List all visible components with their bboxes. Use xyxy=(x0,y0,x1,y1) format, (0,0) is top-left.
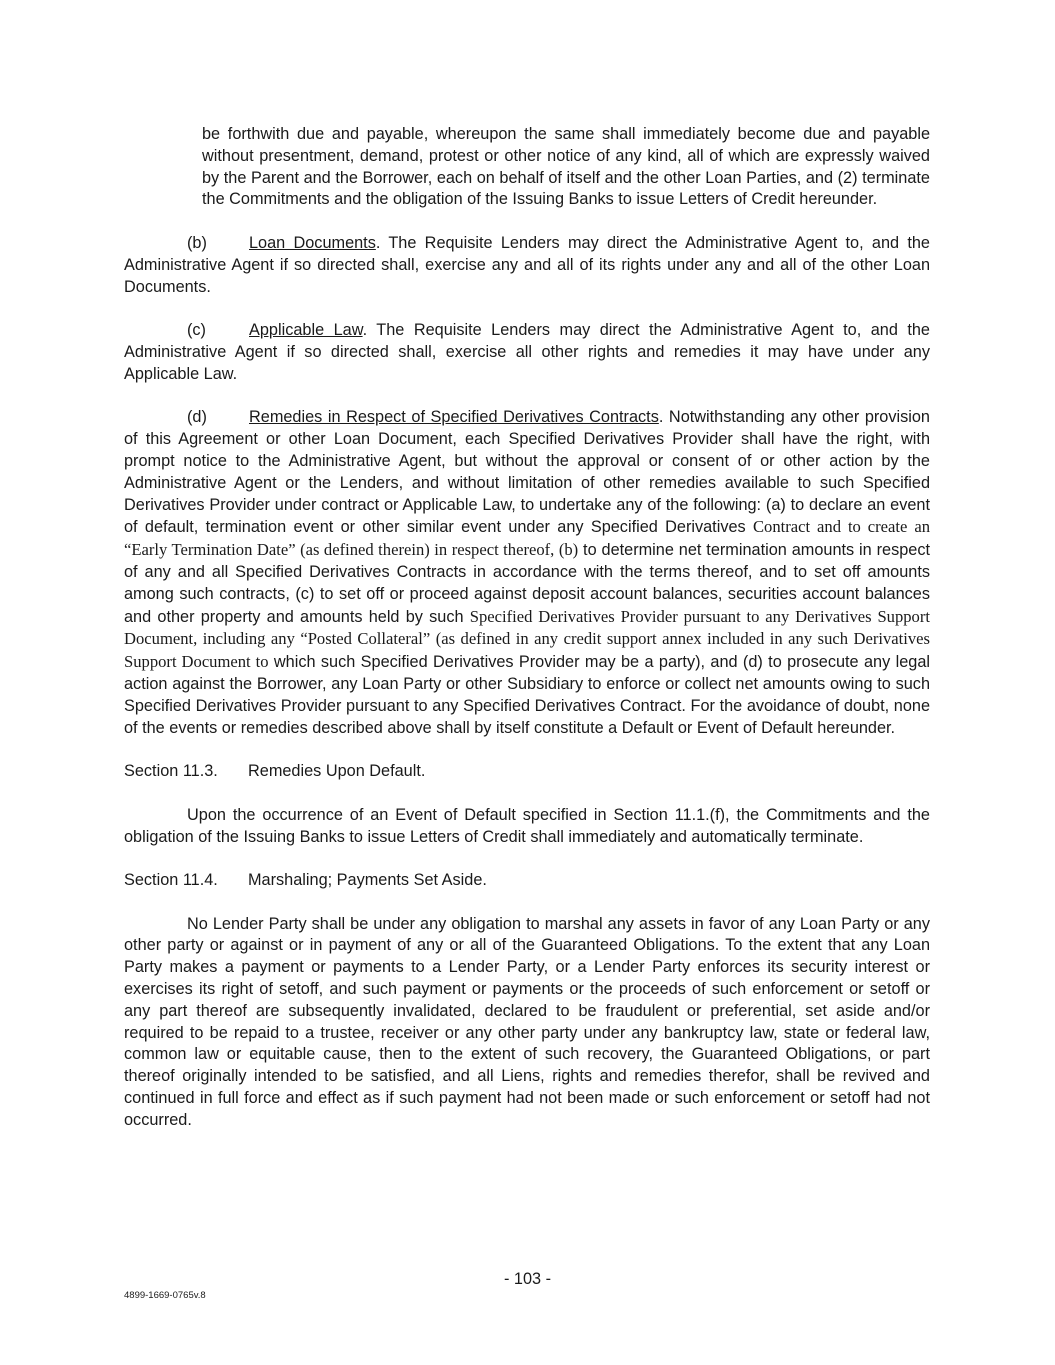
section-11-3-number: Section 11.3. xyxy=(124,762,218,781)
paragraph-c xyxy=(124,320,930,385)
section-11-4-body: No Lender Party shall be under any obligation to marshal any assets in favor of any Loan Party or any other party or against or in payment of any or all of the Guaranteed Obligations. To the extent that any Loan Party makes a payment or payments to a Lender Party, or a Lender Party enforces its security interest or exercises its right of setoff, and such payment or payments or the proceeds of such enforcement or setoff or any part thereof are subsequently invalidated, declared to be fraudulent or preferential, set aside and/or required to be repaid to a trustee, receiver or any other party under any bankruptcy law, state or federal law, common law or equitable cause, then to the extent of such recovery, the Guaranteed Obligations, or part thereof originally intended to be satisfied, and all Liens, rights and remedies therefor, shall be revived and continued in full force and effect as if such payment had not been made or such enforcement or setoff had not occurred. xyxy=(124,914,930,1129)
paragraph-d-text-2: to determine net termination amounts in respect of any and all Specified Derivatives Contracts in accordance with the terms thereof, and to set off amounts among such contracts, (c) to set off or proceed against deposit account balances, securities account balances and other property and amounts held by such xyxy=(124,541,930,626)
paragraph-d-text-serif-2: Specified Derivatives Provider pursuant to any Derivatives Support Document, including any “Posted Collateral” (as defined in any credit support annex included in any such Derivatives Support Document to xyxy=(124,606,930,672)
section-11-4-heading xyxy=(124,870,930,892)
section-11-4-number: Section 11.4. xyxy=(124,871,218,890)
paragraph-b-text: . The Requisite Lenders may direct the Administrative Agent to, and the Administrative Agent if so directed shall, exercise any and all of its rights under any and all of the other Loan Documents. xyxy=(124,233,930,296)
paragraph-b-heading: Loan Documents xyxy=(249,233,376,252)
document-page xyxy=(124,124,930,1132)
paragraph-c-text: . The Requisite Lenders may direct the Administrative Agent to, and the Administrative Agent if so directed shall, exercise all other rights and remedies it may have under any Applicable Law. xyxy=(124,321,930,383)
continuation-paragraph: be forthwith due and payable, whereupon the same shall immediately become due and payable without presentment, demand, protest or other notice of any kind, all of which are expressly waived by the Parent and the Borrower, each on behalf of itself and the other Loan Parties, and (2) terminate the Commitments and the obligation of the Issuing Banks to issue Letters of Credit hereunder. xyxy=(202,125,930,209)
paragraph-d-heading: Remedies in Respect of Specified Derivatives Contracts xyxy=(249,408,659,427)
paragraph-d xyxy=(124,407,930,739)
page-number: - 103 - xyxy=(503,1270,552,1288)
paragraph-b-label: (b) xyxy=(187,233,207,252)
paragraph-b xyxy=(124,233,930,298)
paragraph-d-text-serif-1: Contract and to create an “Early Termination Date” (as defined therein) in respect thereof, (b) xyxy=(124,517,930,560)
section-11-4-title: Marshaling; Payments Set Aside. xyxy=(248,871,487,890)
paragraph-d-text-1: . Notwithstanding any other provision of this Agreement or other Loan Document, each Specified Derivatives Provider shall have the right, with prompt notice to the Administrative Agent, but without the approval or consent of or other action by the Administrative Agent or the Lenders, and without limitation of other remedies available to such Specified Derivatives Provider under contract or Applicable Law, to undertake any of the following: (a) to declare an event of default, termination event or other similar event under any Specified Derivatives xyxy=(124,408,930,537)
paragraph-c-heading: Applicable Law xyxy=(249,321,363,340)
document-id: 4899-1669-0765v.8 xyxy=(124,1290,206,1301)
section-11-3-heading xyxy=(124,761,930,783)
paragraph-c-label: (c) xyxy=(187,321,206,340)
section-11-3-body: Upon the occurrence of an Event of Default specified in Section 11.1.(f), the Commitments and the obligation of the Issuing Banks to issue Letters of Credit shall immediately and automatically terminate. xyxy=(124,805,930,846)
paragraph-d-label: (d) xyxy=(187,408,207,427)
paragraph-d-text-3: which such Specified Derivatives Provider may be a party), and (d) to prosecute any legal action against the Borrower, any Loan Party or other Subsidiary to enforce or collect net amounts owing to such Specified Derivatives Provider pursuant to any Specified Derivatives Contract. For the avoidance of doubt, none of the events or remedies described above shall by itself constitute a Default or Event of Default hereunder. xyxy=(124,653,930,737)
continuation-block xyxy=(124,124,930,211)
section-11-3-title: Remedies Upon Default. xyxy=(248,762,426,781)
